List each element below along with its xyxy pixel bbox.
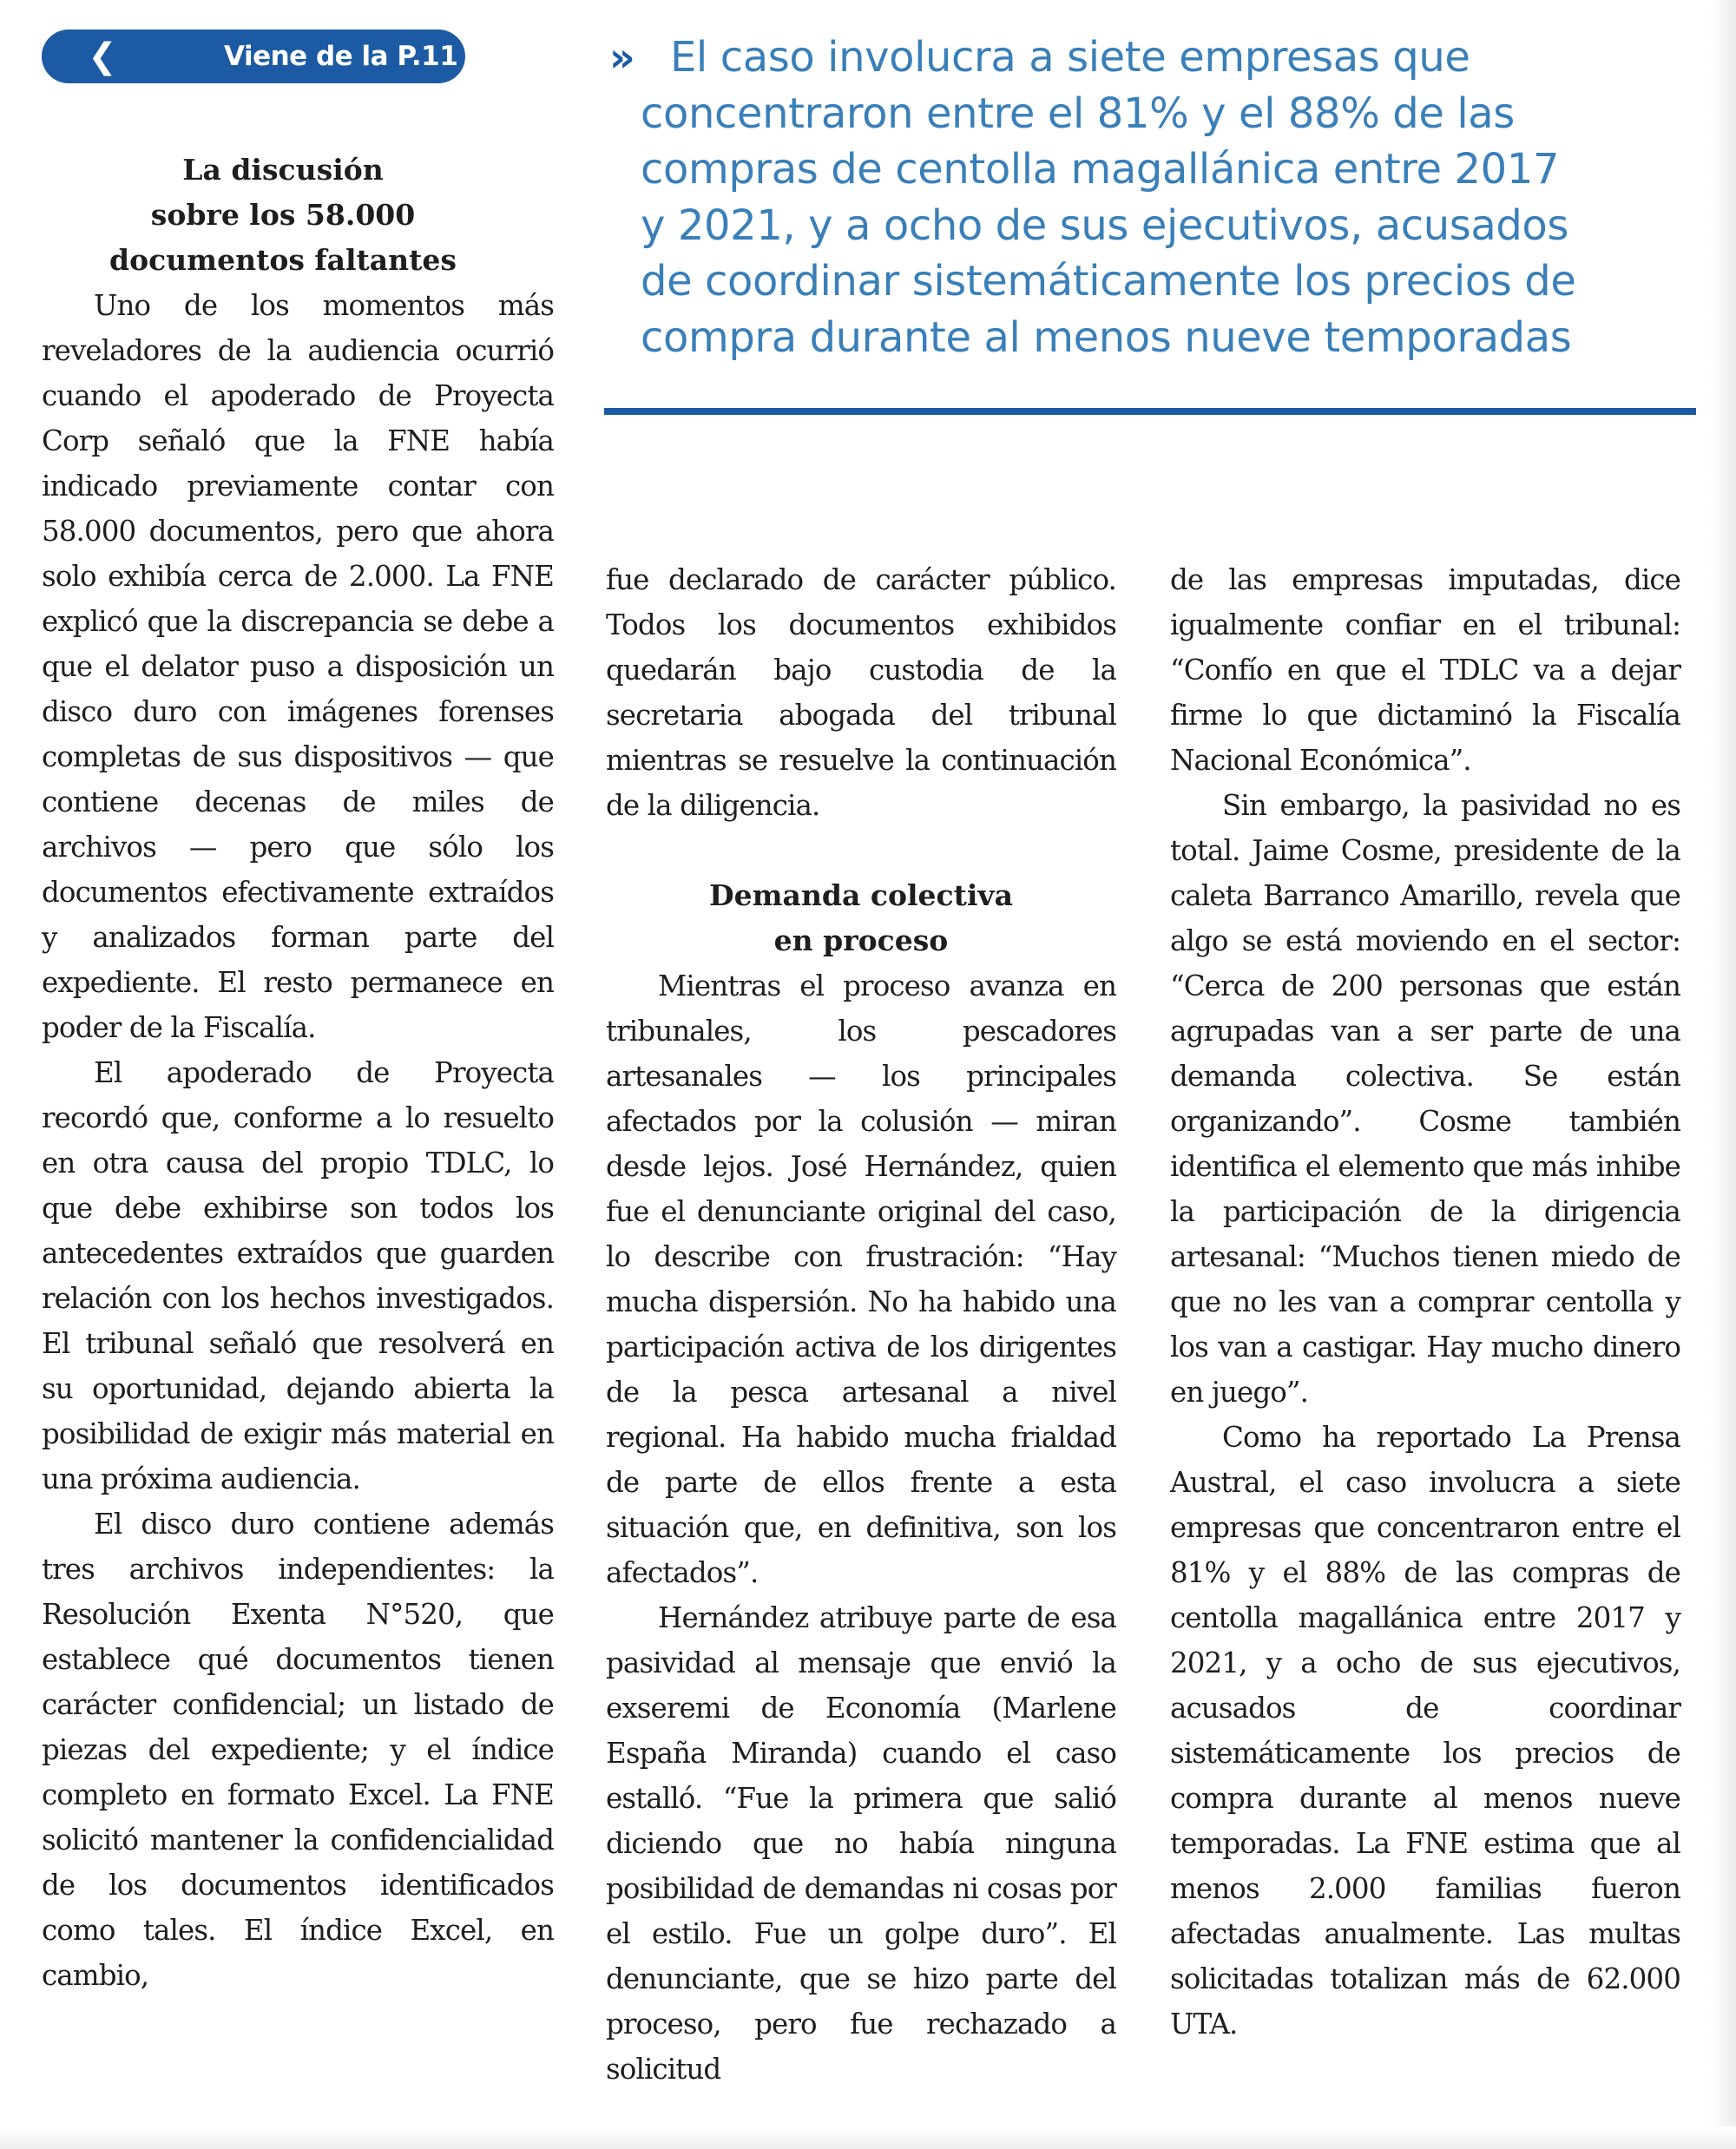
paragraph: Uno de los momentos más reveladores de la audiencia ocurrió cuando el apoderado de Proyecta Corp señaló que la FNE había indicado previamente contar con 58.000 documentos, pero que ahora solo exhibía cerca de 2.000. La FNE explicó que la discrepancia se debe a que el delator puso a disposición un disco duro con imágenes forenses completas de sus dispositivos — que contiene decenas de miles de archivos — pero que sólo los documentos efectivamente extraídos y analizados forman parte del expediente. El resto permanece en poder de la Fiscalía. <box>42 289 554 1044</box>
page-bottom-shadow <box>0 2126 1736 2149</box>
paragraph: Hernández atribuye parte de esa pasividad al mensaje que envió la exseremi de Economía (Marlene España Miranda) cuando el caso estalló. “Fue la primera que salió diciendo que no había ninguna posibilidad de demandas ni cosas por el estilo. Fue un golpe duro”. El denunciante, que se hizo parte del proceso, pero fue rechazado a solicitud <box>606 1601 1116 2086</box>
pull-quote-line: de coordinar sistemáticamente los precios de <box>641 257 1576 306</box>
paragraph: Como ha reportado La Prensa Austral, el caso involucra a siete empresas que concentraron entre el 81% y el 88% de las compras de centolla magallánica entre 2017 y 2021, y a ocho de sus ejecutivos, acusados de coordinar sistemáticamente los precios de compra durante al menos nueve temporadas. La FNE estima que al menos 2.000 familias fueron afectadas anualmente. Las multas solicitadas totalizan más de 62.000 UTA. <box>1170 1421 1680 2041</box>
pull-quote-line: y 2021, y a ocho de sus ejecutivos, acusados <box>641 200 1568 250</box>
pull-quote-divider <box>604 408 1696 415</box>
double-chevron-right-icon: » <box>609 34 635 81</box>
pull-quote-line: » El caso involucra a siete empresas que <box>604 30 1672 86</box>
paragraph: Sin embargo, la pasividad no es total. Jaime Cosme, presidente de la caleta Barranco Amarillo, revela que algo se está moviendo en el sector: “Cerca de 200 personas que están agrupadas van a ser parte de una demanda colectiva. Se están organizando”. Cosme también identifica el elemento que más inhibe la participación de la dirigencia artesanal: “Muchos tienen miedo de que no les van a comprar centolla y los van a castigar. Hay mucho dinero en juego”. <box>1170 789 1680 1409</box>
continued-from-page-link[interactable] <box>42 30 465 83</box>
paragraph: El apoderado de Proyecta recordó que, conforme a lo resuelto en otra causa del propio TDLC, lo que debe exhibirse son todos los antecedentes extraídos que guarden relación con los hechos investigados. El tribunal señaló que resolverá en su oportunidad, dejando abierta la posibilidad de exigir más material en una próxima audiencia. <box>42 1056 554 1495</box>
pull-quote-line: concentraron entre el 81% y el 88% de las <box>641 89 1515 138</box>
article-column-1 <box>42 148 554 1998</box>
article-column-3 <box>1170 557 1680 2047</box>
continued-from-label: Viene de la P.11 <box>224 41 458 72</box>
pull-quote-line: compras de centolla magallánica entre 2017 <box>641 145 1560 194</box>
section-heading-documentos: La discusión sobre los 58.000 documentos faltantes <box>109 153 457 277</box>
pull-quote-line: compra durante al menos nueve temporadas <box>641 312 1572 362</box>
section-heading-demanda: Demanda colectiva en proceso <box>709 878 1013 957</box>
page-edge-shadow <box>1710 0 1736 2149</box>
paragraph: Mientras el proceso avanza en tribunales, los pescadores artesanales — los principales afectados por la colusión — miran desde lejos. José Hernández, quien fue el denunciante original del caso, lo describe con frustración: “Hay mucha dispersión. No ha habido una participación activa de los dirigentes de la pesca artesanal a nivel regional. Ha habido mucha frialdad de parte de ellos frente a esta situación que, en definitiva, son los afectados”. <box>606 969 1116 1589</box>
article-column-2 <box>606 557 1116 2092</box>
paragraph-continued: de las empresas imputadas, dice igualmente confiar en el tribunal: “Confío en que el TDLC va a dejar firme lo que dictaminó la Fiscalía Nacional Económica”. <box>1170 563 1680 777</box>
paragraph: El disco duro contiene además tres archivos independientes: la Resolución Exenta N°520, que establece qué documentos tienen carácter confidencial; un listado de piezas del expediente; y el índice completo en formato Excel. La FNE solicitó mantener la confidencialidad de los documentos identificados como tales. El índice Excel, en cambio, <box>42 1508 554 1992</box>
chevron-left-icon: ❮ <box>88 36 117 76</box>
pull-quote <box>604 30 1672 365</box>
paragraph-continued: fue declarado de carácter público. Todos los documentos exhibidos quedarán bajo custodia de la secretaria abogada del tribunal mientras se resuelve la continuación de la diligencia. <box>606 563 1116 822</box>
